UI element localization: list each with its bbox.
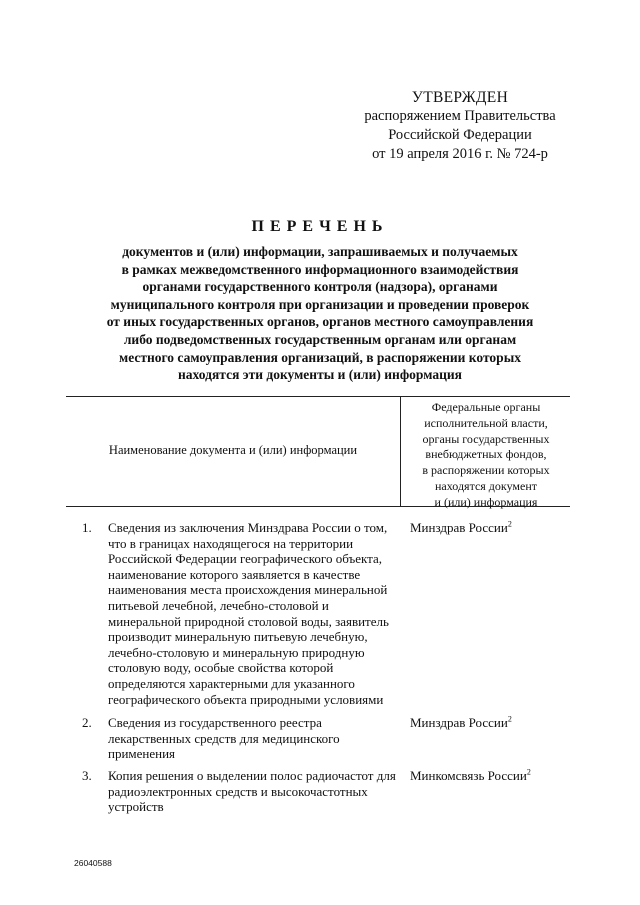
row-authority (410, 768, 531, 784)
document-subtitle (70, 243, 570, 384)
footnote-marker: 2 (507, 519, 512, 529)
row-number: 2. (82, 715, 92, 730)
row-text-line: Сведения из государственного реестра (108, 715, 322, 730)
authority-name: Минздрав России (410, 520, 508, 535)
subtitle-line: от иных государственных органов, органов местного самоуправления (106, 314, 534, 330)
header-line: находятся документ (435, 478, 537, 493)
approval-line: Российской Федерации (388, 127, 532, 143)
footnote-marker: 2 (526, 767, 531, 777)
header-line: исполнительной власти, (424, 415, 548, 430)
authority-name: Минздрав России (410, 715, 508, 730)
row-text-line: столовую воду, особые свойства которой (108, 660, 334, 676)
document-title: ПЕРЕЧЕНЬ (251, 218, 389, 235)
row-document-name (108, 715, 400, 762)
subtitle-line: в рамках межведомственного информационного взаимодействия (121, 261, 519, 277)
header-line: внебюджетных фондов, (425, 447, 547, 462)
table-header-top-rule (66, 396, 570, 397)
row-text-line: Копия решения о выделении полос радиочастот для (108, 768, 396, 783)
row-text-line: радиоэлектронных средств и высокочастотных (108, 783, 368, 799)
table-header-authorities (402, 400, 570, 511)
row-text-line: географического объекта природными условиями (108, 691, 384, 707)
header-line: Федеральные органы (431, 400, 541, 414)
approval-line: распоряжением Правительства (364, 108, 556, 124)
subtitle-line: документов и (или) информации, запрашиваемых и получаемых (122, 244, 518, 259)
row-authority (410, 715, 512, 731)
row-text-line: лекарственных средств для медицинского (108, 730, 340, 746)
header-line: и (или) информация (434, 494, 538, 509)
subtitle-line: муниципального контроля при организации и проведении проверок (110, 296, 530, 312)
row-text-line: Сведения из заключения Минздрава России о том, (108, 520, 388, 535)
row-text-line: лечебно-столовую и минеральную природную (108, 644, 365, 660)
footnote-marker: 2 (507, 714, 512, 724)
subtitle-line: органами государственного контроля (надзора), органами (142, 279, 498, 295)
row-document-name (108, 768, 400, 815)
row-text-line: наименования места происхождения минеральной (108, 582, 388, 598)
row-text-line: определяются характерными для указанного (108, 675, 355, 691)
subtitle-line: либо подведомственных государственным органам или органам (123, 331, 517, 347)
document-code: 26040588 (74, 858, 112, 868)
authority-name: Минкомсвязь России (410, 768, 527, 783)
approval-block (355, 88, 565, 164)
table-header-column-divider (400, 396, 401, 506)
row-text-line: наименование которого заявляется в качестве (108, 566, 361, 582)
row-text-line: Российской Федерации географического объекта, (108, 551, 382, 567)
subtitle-line: местного самоуправления организаций, в распоряжении которых (119, 349, 521, 365)
approval-heading: УТВЕРЖДЕН (411, 89, 509, 106)
row-number: 3. (82, 768, 92, 783)
subtitle-line: находятся эти документы и (или) информация (178, 367, 462, 383)
row-text-line: производит минеральную питьевую лечебную, (108, 629, 368, 645)
row-text-line: минеральной природной столовой воды, заявитель (108, 613, 389, 629)
row-text-line: применения (108, 746, 176, 762)
row-text-line: питьевой лечебной, лечебно-столовой и (108, 597, 329, 613)
row-text-line: устройств (108, 799, 164, 815)
header-line: в распоряжении которых (422, 463, 550, 478)
table-header-document-name: Наименование документа и (или) информации (108, 443, 358, 457)
row-number: 1. (82, 520, 92, 535)
row-text-line: что в границах находящегося на территории (108, 535, 354, 551)
header-line: органы государственных (422, 431, 550, 446)
approval-line: от 19 апреля 2016 г. № 724-р (372, 146, 548, 162)
row-authority (410, 520, 512, 536)
row-document-name (108, 520, 400, 707)
